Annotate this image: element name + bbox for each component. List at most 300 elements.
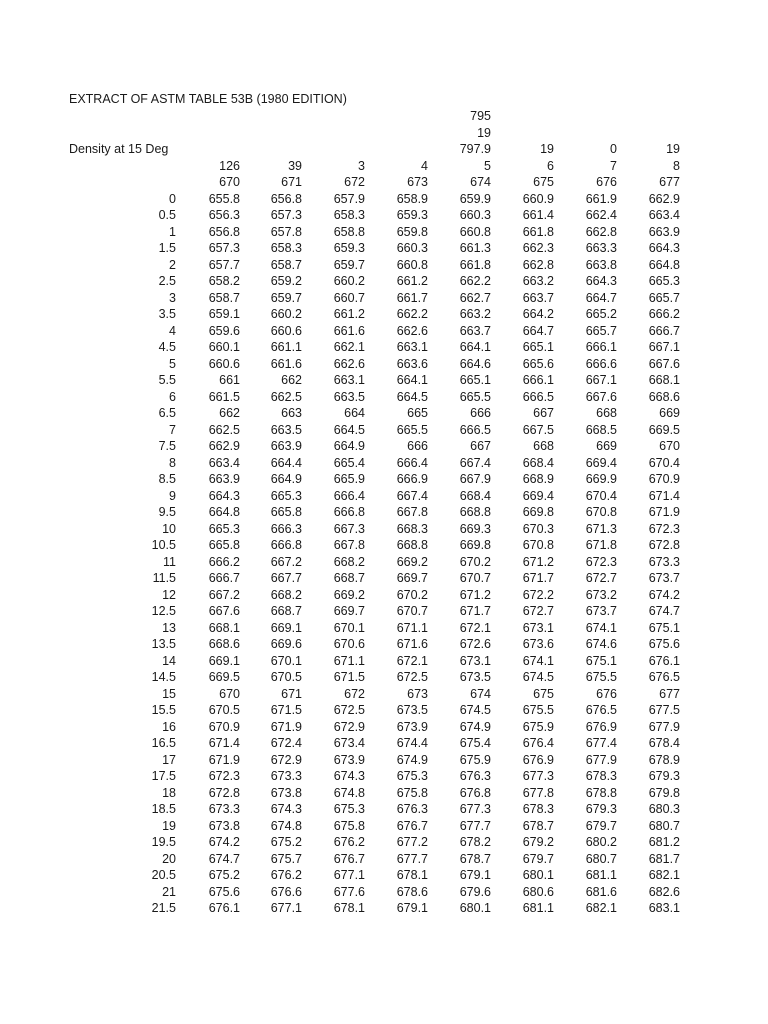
table-cell: 659.7: [333, 257, 365, 272]
table-cell: 668.2: [270, 587, 302, 602]
table-cell: 678.3: [522, 802, 554, 816]
table-cell: 675: [533, 686, 554, 701]
table-cell: 658.2: [208, 274, 240, 288]
table-cell: 676.2: [333, 835, 365, 849]
table-cell: 671.2: [459, 587, 491, 602]
table-cell: 664.3: [585, 274, 617, 288]
table-cell: 675.9: [459, 752, 491, 767]
row-label: 1: [169, 224, 176, 239]
table-cell: 678.9: [648, 752, 680, 767]
table-cell: 664.8: [648, 257, 680, 272]
table-cell: 665.3: [208, 521, 240, 536]
table-cell: 677.6: [333, 884, 365, 899]
table-cell: 666.1: [585, 340, 617, 354]
row-label: 3.5: [158, 307, 176, 321]
row-label: 21.5: [151, 901, 176, 915]
table-cell: 674.9: [396, 752, 428, 767]
table-cell: 671.3: [585, 521, 617, 536]
table-cell: 670.7: [396, 604, 428, 618]
row-label: 4: [169, 323, 176, 338]
table-cell: 662.6: [333, 356, 365, 371]
table-cell: 676.5: [648, 670, 680, 684]
header-cell: 19: [666, 142, 680, 156]
table-cell: 659.6: [208, 323, 240, 338]
table-cell: 675.2: [208, 868, 240, 882]
row-label: 10: [162, 521, 176, 536]
table-cell: 666.5: [522, 389, 554, 404]
table-cell: 678.1: [396, 868, 428, 882]
table-cell: 674.7: [648, 604, 680, 618]
row-label: 10.5: [151, 538, 176, 552]
table-cell: 663.1: [396, 340, 428, 354]
table-cell: 669.8: [522, 505, 554, 519]
table-cell: 658.7: [270, 257, 302, 272]
table-cell: 672.1: [396, 653, 428, 668]
table-cell: 681.7: [648, 851, 680, 866]
table-cell: 662: [219, 406, 240, 420]
table-cell: 680.6: [522, 884, 554, 899]
table-cell: 679.3: [648, 769, 680, 783]
table-cell: 678.6: [396, 884, 428, 899]
table-cell: 663.7: [459, 323, 491, 338]
table-cell: 663.6: [396, 356, 428, 371]
table-cell: 669.7: [333, 604, 365, 618]
table-cell: 673.7: [648, 571, 680, 585]
table-cell: 672.9: [333, 719, 365, 734]
table-cell: 662.2: [459, 274, 491, 288]
table-cell: 674.5: [522, 670, 554, 684]
table-cell: 672.5: [333, 703, 365, 717]
table-cell: 665.5: [396, 422, 428, 437]
table-cell: 677.2: [396, 835, 428, 849]
table-cell: 661.2: [333, 307, 365, 321]
row-label: 5.5: [158, 373, 176, 387]
table-cell: 667.6: [648, 356, 680, 371]
table-cell: 676.6: [270, 884, 302, 899]
table-cell: 659.1: [208, 307, 240, 321]
table-cell: 664.7: [522, 323, 554, 338]
table-cell: 659.9: [459, 191, 491, 206]
header-cell: 671: [281, 175, 302, 189]
table-cell: 662.1: [333, 340, 365, 354]
table-cell: 666.5: [459, 422, 491, 437]
table-cell: 673.9: [396, 719, 428, 734]
table-cell: 658.3: [333, 208, 365, 222]
table-cell: 661.6: [270, 356, 302, 371]
table-cell: 673.8: [270, 785, 302, 800]
row-label: 15: [162, 686, 176, 701]
table-cell: 657.7: [208, 257, 240, 272]
table-cell: 673.3: [648, 554, 680, 569]
header-cell: 795: [470, 109, 491, 123]
header-cell: 672: [344, 175, 365, 189]
table-cell: 673.6: [522, 637, 554, 651]
table-cell: 670.8: [585, 505, 617, 519]
table-cell: 667.2: [270, 554, 302, 569]
table-cell: 671.7: [459, 604, 491, 618]
table-cell: 662.5: [208, 422, 240, 437]
table-cell: 672: [344, 686, 365, 701]
row-label: 20: [162, 851, 176, 866]
table-cell: 665.2: [585, 307, 617, 321]
table-cell: 672.4: [270, 736, 302, 750]
row-label: 16.5: [151, 736, 176, 750]
table-cell: 665.7: [585, 323, 617, 338]
table-cell: 665.1: [459, 373, 491, 387]
header-cell: 0: [610, 142, 617, 156]
row-label: 4.5: [158, 340, 176, 354]
table-cell: 672.2: [522, 587, 554, 602]
table-cell: 666.9: [396, 472, 428, 486]
table-cell: 673.4: [333, 736, 365, 750]
header-cell: 3: [358, 158, 365, 173]
table-cell: 677.7: [396, 851, 428, 866]
table-cell: 678.3: [585, 769, 617, 783]
table-cell: 660.9: [522, 191, 554, 206]
row-label: 12: [162, 587, 176, 602]
table-cell: 659.3: [333, 241, 365, 255]
header-cell: 39: [288, 158, 302, 173]
table-cell: 662.9: [208, 439, 240, 453]
table-cell: 669.9: [585, 472, 617, 486]
table-cell: 674.4: [396, 736, 428, 750]
table-cell: 680.1: [459, 901, 491, 915]
table-cell: 661.3: [459, 241, 491, 255]
table-cell: 665.4: [333, 455, 365, 470]
table-cell: 679.7: [522, 851, 554, 866]
table-cell: 666.3: [270, 521, 302, 536]
table-cell: 668.3: [396, 521, 428, 536]
table-cell: 671.5: [333, 670, 365, 684]
table-cell: 671.7: [522, 571, 554, 585]
table-cell: 676.7: [333, 851, 365, 866]
table-cell: 671.6: [396, 637, 428, 651]
table-cell: 668.8: [396, 538, 428, 552]
table-cell: 664.4: [270, 455, 302, 470]
table-cell: 663.9: [208, 472, 240, 486]
table-cell: 666.4: [396, 455, 428, 470]
table-cell: 667.8: [333, 538, 365, 552]
table-cell: 676.8: [459, 785, 491, 800]
table-cell: 678.1: [333, 901, 365, 915]
table-cell: 673.7: [585, 604, 617, 618]
table-cell: 661.7: [396, 290, 428, 305]
row-label: 19: [162, 818, 176, 833]
table-cell: 668.7: [333, 571, 365, 585]
table-cell: 664.3: [208, 488, 240, 503]
table-cell: 678.7: [522, 818, 554, 833]
header-cell: 7: [610, 158, 617, 173]
table-cell: 664.1: [396, 373, 428, 387]
table-cell: 675.8: [396, 785, 428, 800]
table-cell: 675.9: [522, 719, 554, 734]
table-cell: 677.7: [459, 818, 491, 833]
table-cell: 667.4: [459, 455, 491, 470]
table-cell: 672.3: [585, 554, 617, 569]
table-cell: 670.8: [522, 538, 554, 552]
table-cell: 665.8: [270, 505, 302, 519]
table-cell: 675.7: [270, 851, 302, 866]
table-cell: 664.5: [333, 422, 365, 437]
table-cell: 675.3: [396, 769, 428, 783]
header-cell: 676: [596, 175, 617, 189]
table-cell: 664.9: [270, 472, 302, 486]
table-cell: 670.1: [333, 620, 365, 635]
table-cell: 655.8: [208, 191, 240, 206]
table-cell: 670.5: [208, 703, 240, 717]
row-label: 14.5: [151, 670, 176, 684]
table-cell: 668: [533, 439, 554, 453]
table-cell: 676.2: [270, 868, 302, 882]
table-cell: 659.2: [270, 274, 302, 288]
table-cell: 662.7: [459, 290, 491, 305]
table-cell: 666.7: [208, 571, 240, 585]
table-cell: 671.8: [585, 538, 617, 552]
table-cell: 677.4: [585, 736, 617, 750]
table-cell: 662.8: [585, 224, 617, 239]
table-cell: 667.5: [522, 422, 554, 437]
table-cell: 661.8: [522, 224, 554, 239]
table-cell: 670.4: [585, 488, 617, 503]
header-cell: 19: [477, 125, 491, 140]
table-cell: 673.5: [396, 703, 428, 717]
table-cell: 672.9: [270, 752, 302, 767]
table-cell: 674: [470, 686, 491, 701]
table-cell: 671.9: [270, 719, 302, 734]
row-label: 19.5: [151, 835, 176, 849]
table-cell: 666.7: [648, 323, 680, 338]
row-label: 8: [169, 455, 176, 470]
table-cell: 664.7: [585, 290, 617, 305]
table-cell: 680.1: [522, 868, 554, 882]
table-cell: 666.6: [585, 356, 617, 371]
table-cell: 672.3: [208, 769, 240, 783]
table-cell: 670.4: [648, 455, 680, 470]
row-label: 2.5: [158, 274, 176, 288]
table-cell: 674.1: [585, 620, 617, 635]
row-label: 13: [162, 620, 176, 635]
table-cell: 664.3: [648, 241, 680, 255]
table-cell: 678.4: [648, 736, 680, 750]
table-cell: 656.8: [270, 191, 302, 206]
table-cell: 665.8: [208, 538, 240, 552]
table-cell: 664.5: [396, 389, 428, 404]
table-cell: 662: [281, 373, 302, 387]
table-cell: 676.1: [208, 901, 240, 915]
table-cell: 670.6: [333, 637, 365, 651]
table-cell: 674.8: [333, 785, 365, 800]
table-cell: 680.2: [585, 835, 617, 849]
table-cell: 667.6: [208, 604, 240, 618]
table-cell: 661.1: [270, 340, 302, 354]
table-cell: 676.5: [585, 703, 617, 717]
row-label-header: Density at 15 Deg: [69, 142, 169, 156]
table-cell: 659.8: [396, 224, 428, 239]
table-cell: 666.8: [270, 538, 302, 552]
table-cell: 682.1: [585, 901, 617, 915]
header-cell: 670: [219, 175, 240, 189]
table-cell: 671.9: [208, 752, 240, 767]
table-cell: 675.3: [333, 802, 365, 816]
row-label: 3: [169, 290, 176, 305]
table-cell: 667.7: [270, 571, 302, 585]
table-cell: 662.9: [648, 191, 680, 206]
table-cell: 665.6: [522, 356, 554, 371]
row-label: 9: [169, 488, 176, 503]
table-cell: 673.9: [333, 752, 365, 767]
table-cell: 667.4: [396, 488, 428, 503]
table-cell: 668.1: [648, 373, 680, 387]
table-cell: 668.4: [522, 455, 554, 470]
row-label: 9.5: [158, 505, 176, 519]
table-cell: 669.6: [270, 637, 302, 651]
table-cell: 676: [596, 686, 617, 701]
table-cell: 677.1: [333, 868, 365, 882]
table-cell: 673.1: [522, 620, 554, 635]
table-cell: 677.9: [648, 719, 680, 734]
table-cell: 669: [596, 439, 617, 453]
table-cell: 668: [596, 406, 617, 420]
table-cell: 673.1: [459, 653, 491, 668]
table-cell: 662.6: [396, 323, 428, 338]
row-label: 6: [169, 389, 176, 404]
table-cell: 677.9: [585, 752, 617, 767]
table-cell: 665.7: [648, 290, 680, 305]
table-cell: 657.3: [208, 241, 240, 255]
table-cell: 676.1: [648, 653, 680, 668]
table-cell: 675.6: [208, 884, 240, 899]
table-cell: 660.1: [208, 340, 240, 354]
table-cell: 661.2: [396, 274, 428, 288]
table-cell: 661.5: [208, 389, 240, 404]
table-cell: 670.7: [459, 571, 491, 585]
header-cell: 126: [219, 158, 240, 173]
table-cell: 669.2: [333, 587, 365, 602]
table-cell: 658.3: [270, 241, 302, 255]
table-cell: 680.7: [585, 851, 617, 866]
table-cell: 676.3: [396, 802, 428, 816]
table-cell: 667.3: [333, 521, 365, 536]
table-cell: 662.5: [270, 389, 302, 404]
table-cell: 665.3: [648, 274, 680, 288]
row-label: 5: [169, 356, 176, 371]
table-cell: 656.8: [208, 224, 240, 239]
table-cell: 677.3: [459, 802, 491, 816]
table-cell: 663: [281, 406, 302, 420]
table-cell: 668.2: [333, 554, 365, 569]
table-cell: 666.1: [522, 373, 554, 387]
row-label: 11: [163, 554, 176, 569]
table-cell: 658.8: [333, 224, 365, 239]
table-cell: 666.2: [208, 554, 240, 569]
table-cell: 664.1: [459, 340, 491, 354]
table-cell: 671.1: [333, 653, 365, 668]
table-cell: 668.5: [585, 422, 617, 437]
table-cell: 658.7: [208, 290, 240, 305]
table-cell: 674.6: [585, 637, 617, 651]
table-cell: 673.3: [208, 802, 240, 816]
table-cell: 667.1: [585, 373, 617, 387]
row-label: 15.5: [151, 703, 176, 717]
table-cell: 663.5: [270, 422, 302, 437]
table-cell: 659.7: [270, 290, 302, 305]
table-cell: 661.8: [459, 257, 491, 272]
table-cell: 669.7: [396, 571, 428, 585]
table-cell: 672.3: [648, 521, 680, 536]
header-cell: 675: [533, 175, 554, 189]
table-cell: 663.4: [648, 208, 680, 222]
table-cell: 681.1: [585, 868, 617, 882]
table-cell: 665: [407, 406, 428, 420]
table-cell: 668.6: [208, 637, 240, 651]
table-cell: 670.9: [648, 472, 680, 486]
row-label: 14: [162, 653, 176, 668]
table-cell: 668.6: [648, 389, 680, 404]
table-cell: 683.1: [648, 901, 680, 915]
table-cell: 669.3: [459, 521, 491, 536]
table-cell: 666.8: [333, 505, 365, 519]
table-cell: 672.1: [459, 620, 491, 635]
table-cell: 675.1: [585, 653, 617, 668]
header-cell: 674: [470, 175, 491, 189]
table-cell: 663.8: [585, 257, 617, 272]
table-cell: 672.5: [396, 670, 428, 684]
table-cell: 669.5: [648, 422, 680, 437]
table-cell: 660.2: [270, 307, 302, 321]
row-label: 21: [162, 884, 176, 899]
table-cell: 670.9: [208, 719, 240, 734]
table-cell: 672.8: [648, 538, 680, 552]
table-cell: 671.4: [208, 736, 240, 750]
table-cell: 674.7: [208, 851, 240, 866]
table-cell: 678.2: [459, 835, 491, 849]
table-cell: 669.1: [270, 620, 302, 635]
table-cell: 665.9: [333, 472, 365, 486]
header-cell: 5: [484, 158, 491, 173]
table-cell: 666: [470, 406, 491, 420]
header-cell: 677: [659, 175, 680, 189]
table-cell: 678.8: [585, 785, 617, 800]
table-cell: 670.3: [522, 521, 554, 536]
row-label: 12.5: [151, 604, 176, 618]
table-cell: 668.1: [208, 620, 240, 635]
table-cell: 679.7: [585, 818, 617, 833]
table-cell: 662.8: [522, 257, 554, 272]
table-cell: 679.8: [648, 785, 680, 800]
table-cell: 676.9: [585, 719, 617, 734]
table-cell: 667.1: [648, 340, 680, 354]
table-cell: 662.3: [522, 241, 554, 255]
table-cell: 661: [219, 373, 240, 387]
table-cell: 682.1: [648, 868, 680, 882]
table-cell: 663.1: [333, 373, 365, 387]
table-cell: 676.4: [522, 736, 554, 750]
table-cell: 664.2: [522, 307, 554, 321]
table-cell: 674.5: [459, 703, 491, 717]
row-label: 7: [169, 422, 176, 437]
table-cell: 676.9: [522, 752, 554, 767]
row-label: 16: [162, 719, 176, 734]
table-cell: 667.8: [396, 505, 428, 519]
header-cell: 19: [540, 142, 554, 156]
table-cell: 679.2: [522, 835, 554, 849]
table-cell: 671: [281, 686, 302, 701]
table-cell: 675.1: [648, 620, 680, 635]
table-cell: 668.9: [522, 472, 554, 486]
table-cell: 681.6: [585, 884, 617, 899]
table-cell: 662.2: [396, 307, 428, 321]
table-cell: 669: [659, 406, 680, 420]
